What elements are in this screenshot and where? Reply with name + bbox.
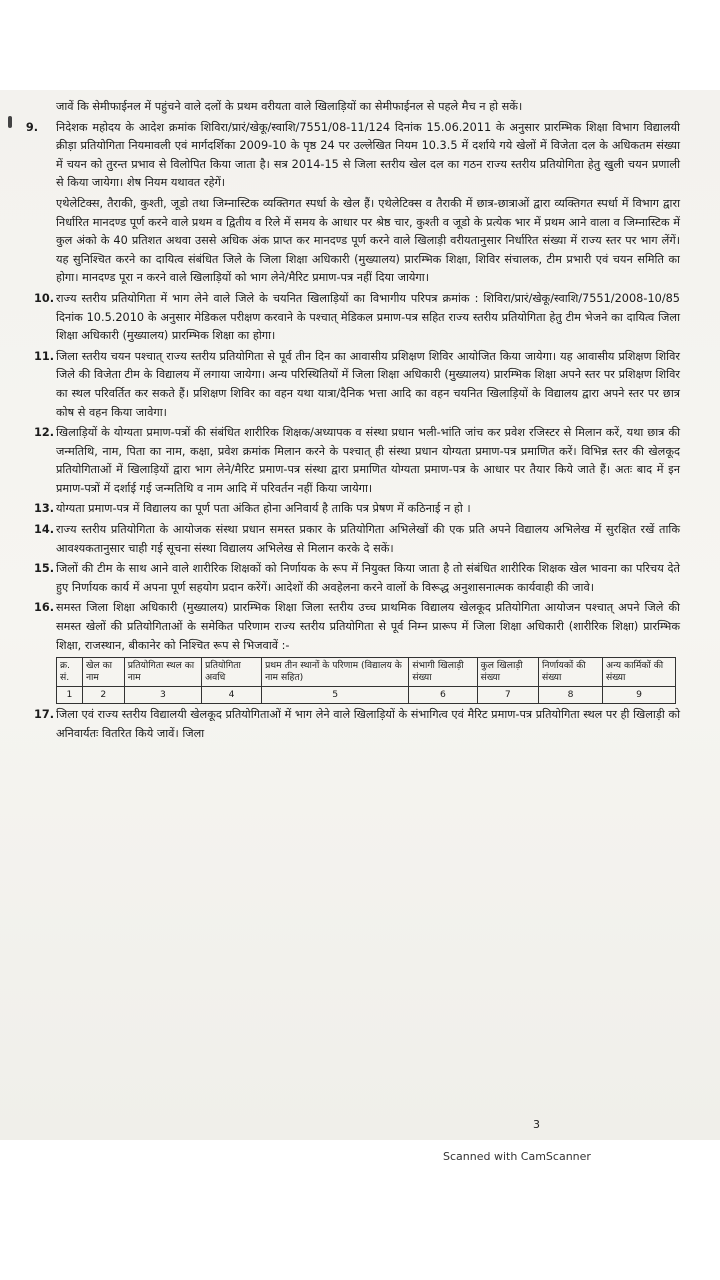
table-cell: 7	[477, 687, 538, 704]
table-cell: 1	[57, 687, 83, 704]
item-text: जिला स्तरीय चयन पश्चात् राज्य स्तरीय प्रतियोगिता से पूर्व तीन दिन का आवासीय प्रशिक्षण शिविर आयोजित किया जायेगा। यह आवासीय प्रशिक्षण शिविर जिले की विजेता टीम के विद्यालय में लगाया जायेगा। अन्य परिस्थितियों में जिला शिक्षा अधिकारी (मुख्यालय) प्रारम्भिक शिक्षा अपने स्तर पर प्रशिक्षण शिविर का स्थल परिवर्तित कर सकते हैं। प्रशिक्षण शिविर का वहन यथा यात्रा/दैनिक भत्ता आदि का वहन चयनित खिलाड़ियों के विद्यालय द्वारा अपने स्तर पर छात्र कोष से वहन किया जावेगा।	[56, 349, 680, 419]
item-17	[20, 706, 680, 743]
item-number: 16.	[33, 601, 54, 615]
item-number: 10.	[33, 291, 54, 305]
scanner-watermark: Scanned with CamScanner	[443, 1150, 591, 1163]
table-cell: 8	[539, 687, 603, 704]
item-number: 11.	[33, 349, 54, 363]
item-9	[20, 119, 680, 193]
scan-mark	[8, 116, 12, 128]
table-cell: 6	[409, 687, 477, 704]
table-cell: 5	[262, 687, 409, 704]
table-header: खेल का नाम	[82, 658, 124, 687]
table-row	[57, 687, 676, 704]
item-number: 13.	[33, 502, 54, 516]
table-cell: 2	[82, 687, 124, 704]
page-number: 3	[533, 1118, 540, 1131]
item-16	[20, 599, 680, 655]
table-cell: 9	[603, 687, 676, 704]
item-text: समस्त जिला शिक्षा अधिकारी (मुख्यालय) प्रारम्भिक शिक्षा जिला स्तरीय उच्च प्राथमिक विद्यालय खेलकूद प्रतियोगिता आयोजन पश्चात् अपने जिले की समस्त खेलों की प्रतियोगिताओं के समेकित परिणाम राज्य स्तरीय प्रतियोगिता से पूर्व निम्न प्रारूप में जिला शिक्षा अधिकारी (शारीरिक शिक्षा) प्रारम्भिक शिक्षा, राजस्थान, बीकानेर को निश्चित रूप से भिजवावें :-	[56, 601, 680, 652]
item-number: 9.	[25, 120, 38, 134]
paragraph-text: जावें कि सेमीफाईनल में पहुंचने वाले दलों के प्रथम वरीयता वाले खिलाड़ियों का सेमीफाईनल से पहले मैच न हो सकें।	[56, 100, 523, 113]
item-10	[20, 290, 680, 346]
results-format-table	[56, 657, 676, 704]
item-15	[20, 560, 680, 597]
item-text: राज्य स्तरीय प्रतियोगिता में भाग लेने वाले जिले के चयनित खिलाड़ियों का विभागीय परिपत्र क्रमांक : शिविरा/प्रारं/खेकू/स्वाशि/7551/2008-10/85 दिनांक 10.5.2010 के अनुसार मेडिकल परीक्षण करवाने के पश्चात् मेडिकल प्रमाण-पत्र सहित राज्य स्तरीय प्रतियोगिता हेतु टीम भेजने का दायित्व जिला शिक्षा अधिकारी (मुख्यालय) प्रारम्भिक शिक्षा का होगा।	[56, 291, 680, 343]
document-body	[20, 98, 680, 745]
item-number: 17.	[33, 708, 54, 722]
table-header-row	[57, 658, 676, 687]
table-header: कुल खिलाड़ी संख्या	[477, 658, 538, 687]
item-11	[20, 348, 680, 422]
item-12	[20, 424, 680, 498]
paragraph-athletics	[20, 195, 680, 288]
item-text: जिला एवं राज्य स्तरीय विद्यालयी खेलकूद प्रतियोगिताओं में भाग लेने वाले खिलाड़ियों के संभागित्व एवं मैरिट प्रमाण-पत्र प्रतियोगिता स्थल पर ही खिलाड़ी को अनिवार्यतः वितरित किये जावें। जिला	[56, 708, 680, 740]
item-number: 14.	[33, 523, 54, 537]
table-header: अन्य कार्मिकों की संख्या	[603, 658, 676, 687]
item-13	[20, 500, 680, 519]
item-text: जिलों की टीम के साथ आने वाले शारीरिक शिक्षकों को निर्णायक के रूप में नियुक्त किया जाता है तो संबंधित शारीरिक शिक्षक खेल भावना का परिचय देते हुए निर्णायक कार्य में अपना पूर्ण सहयोग प्रदान करेंगें। आदेशों की अवहेलना करने वालों के विरूद्ध अनुशासनात्मक कार्यवाही की जावे।	[56, 562, 680, 594]
table-cell: 4	[202, 687, 262, 704]
item-text: निदेशक महोदय के आदेश क्रमांक शिविरा/प्रारं/खेकू/स्वाशि/7551/08-11/124 दिनांक 15.06.2011 के अनुसार प्रारम्भिक शिक्षा विभाग विद्यालयी क्रीड़ा प्रतियोगिता नियमावली एवं मार्गदर्शिका 2009-10 के पृष्ठ 24 पर उल्लेखित नियम 10.3.5 में दर्शाये गये खेलों में विजेता दल के अधिकतम संख्या में चयन को तुरन्त प्रभाव से विलोपित किया जाता है। सत्र 2014-15 से जिला स्तरीय खेल दल का गठन राज्य स्तरीय प्रतियोगिता हेतु खुली चयन प्रणाली से किया जायेगा। शेष नियम यथावत रहेगें।	[56, 120, 680, 190]
table-header: निर्णायकों की संख्या	[539, 658, 603, 687]
table-header: प्रतियोगिता अवधि	[202, 658, 262, 687]
item-number: 12.	[33, 426, 54, 440]
table-cell: 3	[124, 687, 201, 704]
item-text: राज्य स्तरीय प्रतियोगिता के आयोजक संस्था प्रधान समस्त प्रकार के प्रतियोगिता अभिलेखों की एक प्रति अपने विद्यालय अभिलेख में सुरक्षित रखें ताकि आवश्यकतानुसार चाही गई सूचना संस्था विद्यालय अभिलेख से मिलान करके दे सकें।	[56, 523, 680, 555]
table-header: प्रतियोगिता स्थल का नाम	[124, 658, 201, 687]
table-header: क्र. सं.	[57, 658, 83, 687]
item-text: खिलाड़ियों के योग्यता प्रमाण-पत्रों की संबंधित शारीरिक शिक्षक/अध्यापक व संस्था प्रधान भली-भांति जांच कर प्रवेश रजिस्टर से मिलान करें, यथा छात्र की जन्मतिथि, नाम, पिता का नाम, कक्षा, प्रवेश क्रमांक मिलान करने के पश्चात् ही संस्था प्रधान योग्यता प्रमाण-पत्र प्रमाणित करें। विभिन्न स्तर की खेलकूद प्रतियोगिताओं में खिलाड़ियों द्वारा भाग लेने/मैरिट प्रमाण-पत्र संस्था द्वारा प्रमाणित योग्यता प्रमाण-पत्र के आधार पर तैयार किये जाते हैं। अतः बाद में इन प्रमाण-पत्रों में दर्शाई गई जन्मतिथि व नाम आदि में परिवर्तन नहीं किया जायेगा।	[56, 426, 680, 495]
paragraph-intro	[20, 98, 680, 117]
item-number: 15.	[33, 562, 54, 576]
item-text: योग्यता प्रमाण-पत्र में विद्यालय का पूर्ण पता अंकित होना अनिवार्य है ताकि पत्र प्रेषण में कठिनाई न हो ।	[56, 502, 471, 516]
item-14	[20, 521, 680, 558]
table-header: प्रथम तीन स्थानों के परिणाम (विद्यालय के नाम सहित)	[262, 658, 409, 687]
paragraph-text: एथेलेटिक्स, तैराकी, कुश्ती, जूडो तथा जिम्नास्टिक व्यक्तिगत स्पर्धा के खेल हैं। एथेलेटिक्स व तैराकी में छात्र-छात्राओं द्वारा व्यक्तिगत स्पर्धा में विभाग द्वारा निर्धारित मानदण्ड पूर्ण करने वाले प्रथम व द्वितीय व रिले में समय के आधार पर श्रेष्ठ चार, कुश्ती व जूडो के प्रत्येक भार में प्रथम आने वाला व जिम्नास्टिक में कुल अंको के 40 प्रतिशत अथवा उससे अधिक अंक प्राप्त कर मानदण्ड पूर्ण करने वाले खिलाड़ी वरीयतानुसार निर्धारित संख्या में राज्य स्तर पर भाग लेंगें। यह सुनिश्चित करने का दायित्व संबंधित जिले के जिला शिक्षा अधिकारी (मुख्यालय) प्रारम्भिक शिक्षा, शिविर संचालक, टीम प्रभारी एवं चयन समिति का होगा। मानदण्ड पूरा न करने वाले खिलाड़ियों को भाग लेने/मैरिट प्रमाण-पत्र नहीं दिया जायेगा।	[56, 196, 680, 285]
table-header: संभागी खिलाड़ी संख्या	[409, 658, 477, 687]
